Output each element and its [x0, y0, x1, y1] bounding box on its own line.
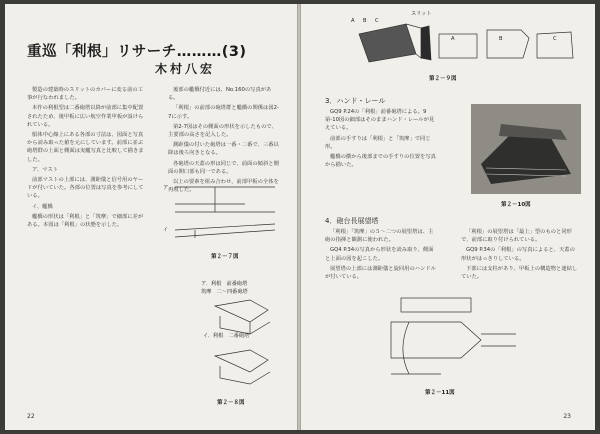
left-page — [5, 4, 297, 430]
right-page — [301, 4, 595, 430]
fig27-mark-a: ア — [163, 185, 169, 191]
paragraph: 「利根」の前部の砲塔群と艦橋の関係は図2-7に示す。 — [168, 105, 279, 120]
left-text-column-1 — [27, 86, 145, 231]
paragraph: 第2-7図はその側面の形状を示したもので、主要部の高さを記入した。 — [168, 123, 277, 139]
paragraph: 製造の建築時のスリットのカバーに変る前の工事が行なわれました。 — [27, 87, 144, 102]
section-3-text — [325, 108, 437, 171]
paragraph: GQ9 P.34の「利根」の写真によると、天蓋の形状がはっきりしている。 — [461, 247, 575, 262]
fig29-box-c: C — [553, 36, 557, 42]
page-number-right: 23 — [563, 413, 571, 420]
page-number-left: 22 — [27, 413, 35, 420]
figure-2-7-caption: 第２－７図 — [211, 254, 239, 260]
fig28-note-2: 筑摩 二〜四番砲塔 — [201, 289, 248, 295]
paragraph: 「利根」「筑摩」の５〜二つの展望塔は、主砲の指揮と観測に使われた。 — [325, 229, 434, 244]
paragraph: 前部マストの上部には、測距儀と信号用のヤードが付いていた。各部の位置は写真を参考にしている。 — [27, 177, 144, 200]
fig29-box-a: A — [451, 36, 455, 42]
fig28-note-3: イ．利根 二番砲塔 — [203, 333, 250, 339]
paragraph: GQ4 P.34の写真から形状を読み取り、側面と上面の図を起こした。 — [325, 247, 434, 262]
figure-2-8-drawing — [210, 296, 290, 396]
fig29-mark-b: B — [363, 18, 367, 24]
paragraph: ア、マスト — [32, 166, 59, 173]
paragraph: 本作の利根型は二番砲塔以降が前部に集中配置されたため、後甲板に広い航空作業甲板が設けられている。 — [27, 105, 144, 128]
paragraph: 艦橋の横から後部までの手すりの位置を写真から描いた。 — [325, 154, 436, 169]
fig29-box-b: B — [499, 36, 503, 42]
paragraph: 展望塔の上部には測距儀と旋回用のハンドルが付いている。 — [325, 265, 436, 281]
author-name: 木村八宏 — [155, 62, 216, 76]
paragraph: 「利根」の展望塔は「最上」型のものと同形で、前部に取り付けられている。 — [461, 229, 572, 244]
paragraph: 後部の艦橋付近には、No.160の写真がある。 — [168, 87, 272, 102]
section-4-heading: 4．砲台長展望塔 — [325, 217, 379, 225]
left-text-column-2 — [168, 86, 280, 196]
figure-2-9-drawing — [351, 14, 581, 72]
figure-2-11-caption: 第２－11図 — [425, 390, 455, 396]
paragraph: 各砲塔の天蓋の形は同じで、前面の傾斜と側面の開口部も同一である。 — [168, 160, 279, 175]
paragraph: 船体中心線上にある各部の寸法は、図面と写真から読み取った値を元にしています。前部に並ぶ砲塔群の上面と側面は実艦写真と比較して描きました。 — [27, 132, 144, 163]
section-3-heading: 3．ハンド・レール — [325, 97, 386, 105]
paragraph: 以上の要素を組み合わせ、前部甲板の全体を再現した。 — [168, 179, 279, 194]
section-4-text — [325, 228, 437, 283]
right-text-column-2 — [461, 228, 579, 283]
figure-2-11-drawing — [381, 294, 521, 386]
figure-2-8-caption: 第２－８図 — [217, 400, 245, 406]
paragraph: 測距儀の付いた砲塔は一番・二番で、三番以降は後ろ向きとなる。 — [168, 142, 279, 157]
paragraph: 下部には支柱があり、甲板上の構造物と連結していた。 — [461, 265, 578, 281]
fig29-mark-a: A — [351, 18, 355, 24]
fig28-note-1: ア．利根 前番砲塔 — [201, 281, 248, 287]
fig29-mark-c: C — [375, 18, 379, 24]
figure-2-10-drawing — [471, 104, 581, 194]
figure-2-9-caption: 第２－９図 — [429, 76, 457, 82]
article-title: 重巡「利根」リサーチ………(3) — [27, 44, 247, 60]
fig29-slit-label: スリット — [411, 11, 432, 17]
paragraph: GQ9 P.24の「利根」前番砲塔による。9第-10図の細部はそのままハンド・レールが見えている。 — [325, 109, 435, 132]
fig27-mark-i: イ — [163, 227, 169, 233]
paragraph: イ、艦橋 — [32, 203, 53, 210]
figure-2-7-drawing — [165, 182, 285, 252]
paragraph: 前部の手すりは「利根」と「筑摩」で同じ形。 — [325, 135, 431, 150]
paragraph: 艦橋の形状は「利根」と「筑摩」で細部に差がある。本図は「利根」の状態を示した。 — [27, 213, 144, 229]
figure-2-10-caption: 第２－10図 — [501, 202, 531, 208]
